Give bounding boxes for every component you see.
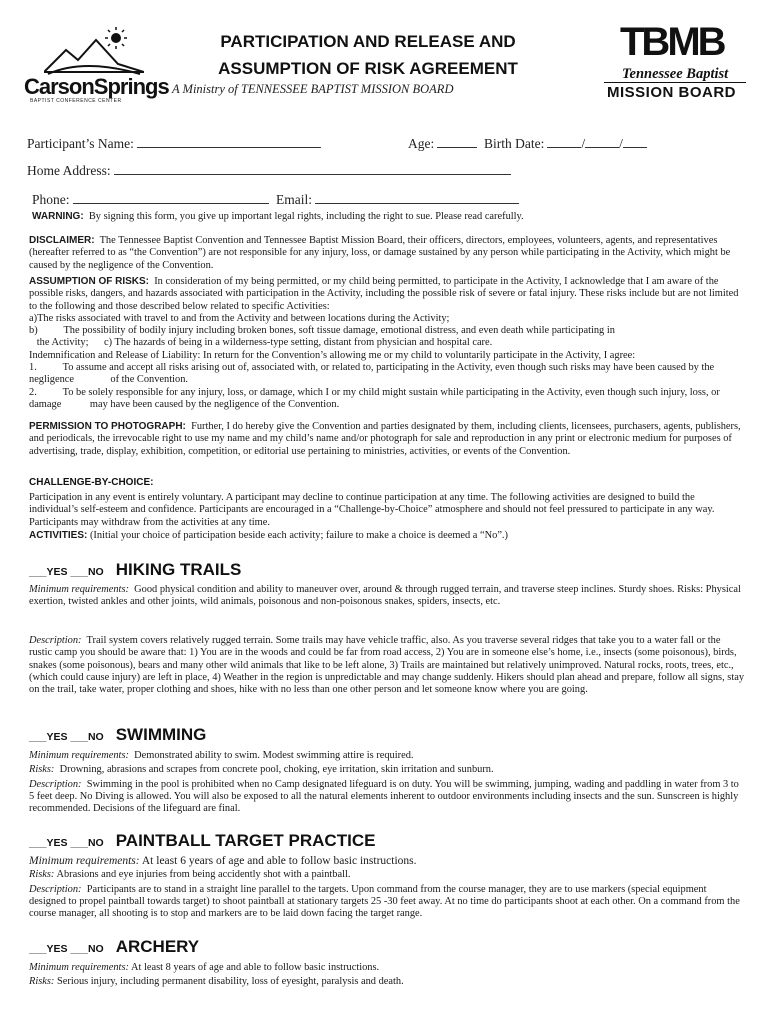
participant-name-line[interactable] xyxy=(137,136,321,148)
hiking-min-text: Good physical condition and ability to maneuver over, around & through rugged terrain, and traverse steep inclines. Sturdy shoes. Risks: Physical exertion, twisted ankles and other joints, wild animals, poisonous and non-poisonous snakes, spiders, insects, etc. xyxy=(29,584,741,608)
age-field[interactable] xyxy=(408,136,477,152)
warning-label: WARNING: xyxy=(32,211,84,222)
tbmb-divider xyxy=(604,82,746,83)
swimming-title: SWIMMING xyxy=(115,725,207,744)
photograph-label: PERMISSION TO PHOTOGRAPH: xyxy=(29,421,186,432)
tbmb-logo xyxy=(600,22,750,102)
hiking-requirements xyxy=(29,584,745,609)
swimming-desc-label: Description: xyxy=(29,778,82,790)
birth-year-line[interactable] xyxy=(623,136,647,148)
paintball-min-text: At least 6 years of age and able to follow basic instructions. xyxy=(141,855,417,867)
swimming-desc-text: Swimming in the pool is prohibited when no Camp designated lifeguard is on duty. You will be swimming, jumping, wading and paddling in water from 3 to 5 feet deep. No Diving is allowed. You will also be exposed to all the natural elements inherent to outdoor environments including insects and the sun. Sunscreen is highly recommended. Decisions of the lifeguard are final. xyxy=(29,778,739,815)
age-line[interactable] xyxy=(437,136,477,148)
activities-intro-text: (Initial your choice of participation beside each activity; failure to make a choice is deemed a “No”.) xyxy=(89,530,508,541)
hiking-description xyxy=(29,635,745,696)
swimming-details xyxy=(29,750,745,815)
assumption-text: In consideration of my being permitted, or my child being permitted, to participate in the Activity, I acknowledge that I am aware of the possible risks, dangers, and hazards associated with participation in the Activity, including the possible risk of severe or fatal injury. These risks include but are not limited to the following and those described below related to specific Activities: xyxy=(29,276,739,312)
mountain-sun-icon xyxy=(44,26,144,76)
phone-field[interactable] xyxy=(32,192,269,208)
home-address-field[interactable] xyxy=(27,163,511,179)
swimming-risks-label: Risks: xyxy=(29,764,55,776)
paintball-desc-text: Participants are to stand in a straight line parallel to the targets. Upon command from the course manager, they are to use markers (special equipment designed to propel paintball towards target) to shoot paintball at stationary targets 25 -30 feet away. At no time do participants shoot at each other. On a command from the course manager, all shooting is to stop and markers are to be laid down facing the target range. xyxy=(29,883,740,920)
archery-details xyxy=(29,962,745,989)
release-item-1: 1. To assume and accept all risks arising out of, associated with, or related to, participating in the Activity, even though such risks may have been caused by the negligence of the Convention. xyxy=(29,362,717,386)
swimming-yes-no[interactable]: ___YES ___NO xyxy=(29,731,104,743)
participant-name-field[interactable] xyxy=(27,136,321,152)
carson-springs-logo xyxy=(24,26,169,104)
birth-day-line[interactable] xyxy=(585,136,619,148)
archery-yes-no[interactable]: ___YES ___NO xyxy=(29,943,104,955)
email-label: Email: xyxy=(276,192,312,207)
title-line-2: ASSUMPTION OF RISK AGREEMENT xyxy=(218,59,518,78)
warning-notice xyxy=(32,211,524,222)
challenge-text: Participation in any event is entirely voluntary. A participant may decline to continue participation at any time. The following activities are designed to build the individual’s self-esteem and confidence. Participants are encouraged in a “Challenge-by-Choice” atmosphere and should not feel pressured to participate in any way. Participants may withdraw from the activities at any time. xyxy=(29,492,715,528)
swimming-min-text: Demonstrated ability to swim. Modest swimming attire is required. xyxy=(134,750,414,761)
activities-intro xyxy=(29,530,745,542)
email-field[interactable] xyxy=(276,192,519,208)
home-address-label: Home Address: xyxy=(27,163,111,178)
hiking-desc-text: Trail system covers relatively rugged terrain. Some trails may have vehicle traffic, also. As you traverse several ridges that take you to a water fall or the rustic camp you should be aware that: 1) You are in the woods and could be far from road access, 2) You are in someone else’s home, i.e., insects (some poisonous), birds, snakes (some poisonous), bears and many other wild animals that like to be left alone, 3) Trails are maintained but relatively unimproved. Natural rocks, roots, trees, etc., (which could cause injury) are left in place, 4) Weather in the region is unpredictable and may change suddenly. Hikers should plan ahead and prepare, follow all signs, stay on the trail, take water, proper clothing and shoes, hike with no less than one other person and let someone know where you are going. xyxy=(29,635,745,696)
hiking-yes-no[interactable]: ___YES ___NO xyxy=(29,566,104,578)
assumption-item-a: a)The risks associated with travel to and from the Activity and between locations during the Activity; xyxy=(29,312,450,324)
birth-date-field[interactable]: Birth Date: / / xyxy=(484,136,647,152)
paintball-risks-label: Risks: xyxy=(29,869,55,881)
swimming-min-label: Minimum requirements: xyxy=(29,750,129,761)
disclaimer-label: DISCLAIMER: xyxy=(29,235,95,246)
phone-label: Phone: xyxy=(32,192,70,207)
home-address-line[interactable] xyxy=(114,163,511,175)
ministry-line: A Ministry of TENNESSEE BAPTIST MISSION BOARD xyxy=(172,82,454,96)
archery-risks-text: Serious injury, including permanent disability, loss of eyesight, paralysis and death. xyxy=(57,976,404,988)
photograph-section xyxy=(29,421,745,458)
birth-date-label: Birth Date: xyxy=(484,136,545,151)
archery-title: ARCHERY xyxy=(115,937,200,956)
activity-swimming-header xyxy=(29,725,206,745)
disclaimer-text: The Tennessee Baptist Convention and Tennessee Baptist Mission Board, their officers, directors, employees, volunteers, agents, and representatives (hereafter referred to as “the Convention”) are not responsible for any injury, loss, or damage sustained by any person while participating in the Activity, which might be caused by the negligence of the Convention. xyxy=(29,235,731,271)
paintball-desc-label: Description: xyxy=(29,883,82,895)
disclaimer-section xyxy=(29,235,745,272)
email-line[interactable] xyxy=(315,192,519,204)
archery-min-label: Minimum requirements: xyxy=(29,962,129,973)
warning-text: By signing this form, you give up important legal rights, including the right to sue. Please read carefully. xyxy=(88,211,524,222)
paintball-yes-no[interactable]: ___YES ___NO xyxy=(29,837,104,849)
activities-label: ACTIVITIES: xyxy=(29,530,88,541)
archery-min-text: At least 8 years of age and able to follow basic instructions. xyxy=(130,962,380,973)
paintball-min-label: Minimum requirements: xyxy=(29,855,140,867)
archery-risks-label: Risks: xyxy=(29,976,55,988)
release-item-2: 2. To be solely responsible for any injury, loss, or damage, which I or my child might sustain while participating in the Activity, even though such injury, loss, or damage may have been caused by the negligence of the Convention. xyxy=(29,386,723,410)
challenge-label: CHALLENGE-BY-CHOICE: xyxy=(29,477,154,488)
phone-line[interactable] xyxy=(73,192,269,204)
birth-month-line[interactable] xyxy=(547,136,581,148)
activity-hiking-header xyxy=(29,560,241,580)
assumption-section xyxy=(29,276,745,411)
photograph-text: Further, I do hereby give the Convention and parties designated by them, including clients, licensees, purchasers, agents, publishers, and periodicals, the irrevocable right to use my name and my child’s name and/or photograph for sale and reproduction in any print or electronic medium for purposes of advertising, trade, display, exhibition, competition, or editorial use pertaining to ministries, activities, or events of the Convention. xyxy=(29,421,741,457)
hiking-min-label: Minimum requirements: xyxy=(29,584,129,595)
assumption-item-b-line-1: b) The possibility of bodily injury including broken bones, soft tissue damage, emotional distress, and even death while participating in xyxy=(29,325,615,337)
assumption-label: ASSUMPTION OF RISKS: xyxy=(29,276,150,287)
title-line-1: PARTICIPATION AND RELEASE AND xyxy=(220,32,516,51)
tbmb-line-2: MISSION BOARD xyxy=(607,84,737,101)
tbmb-mark: TBMB xyxy=(620,20,724,64)
tbmb-line-1: Tennessee Baptist xyxy=(622,66,729,82)
paintball-details xyxy=(29,855,745,920)
brand-name-left: CarsonSprings xyxy=(24,74,169,99)
indemnification-text: Indemnification and Release of Liability: In return for the Convention’s allowing me or my child to voluntarily participate in the Activity, I agree: xyxy=(29,349,636,361)
swimming-risks-text: Drowning, abrasions and scrapes from concrete pool, choking, eye irritation, skin irritation and sunburn. xyxy=(59,764,494,776)
participant-name-label: Participant’s Name: xyxy=(27,136,134,151)
paintball-risks-text: Abrasions and eye injuries from being accidently shot with a paintball. xyxy=(56,869,351,881)
activity-paintball-header xyxy=(29,831,375,851)
hiking-desc-label: Description: xyxy=(29,635,82,646)
document-title xyxy=(200,28,536,82)
brand-subtitle-left: BAPTIST CONFERENCE CENTER xyxy=(30,98,122,104)
age-label: Age: xyxy=(408,136,435,151)
paintball-title: PAINTBALL TARGET PRACTICE xyxy=(115,831,376,850)
activity-archery-header xyxy=(29,937,199,957)
assumption-item-b-line-2: the Activity; c) The hazards of being in a wilderness-type setting, distant from physician and hospital care. xyxy=(29,337,493,349)
hiking-title: HIKING TRAILS xyxy=(115,560,242,579)
